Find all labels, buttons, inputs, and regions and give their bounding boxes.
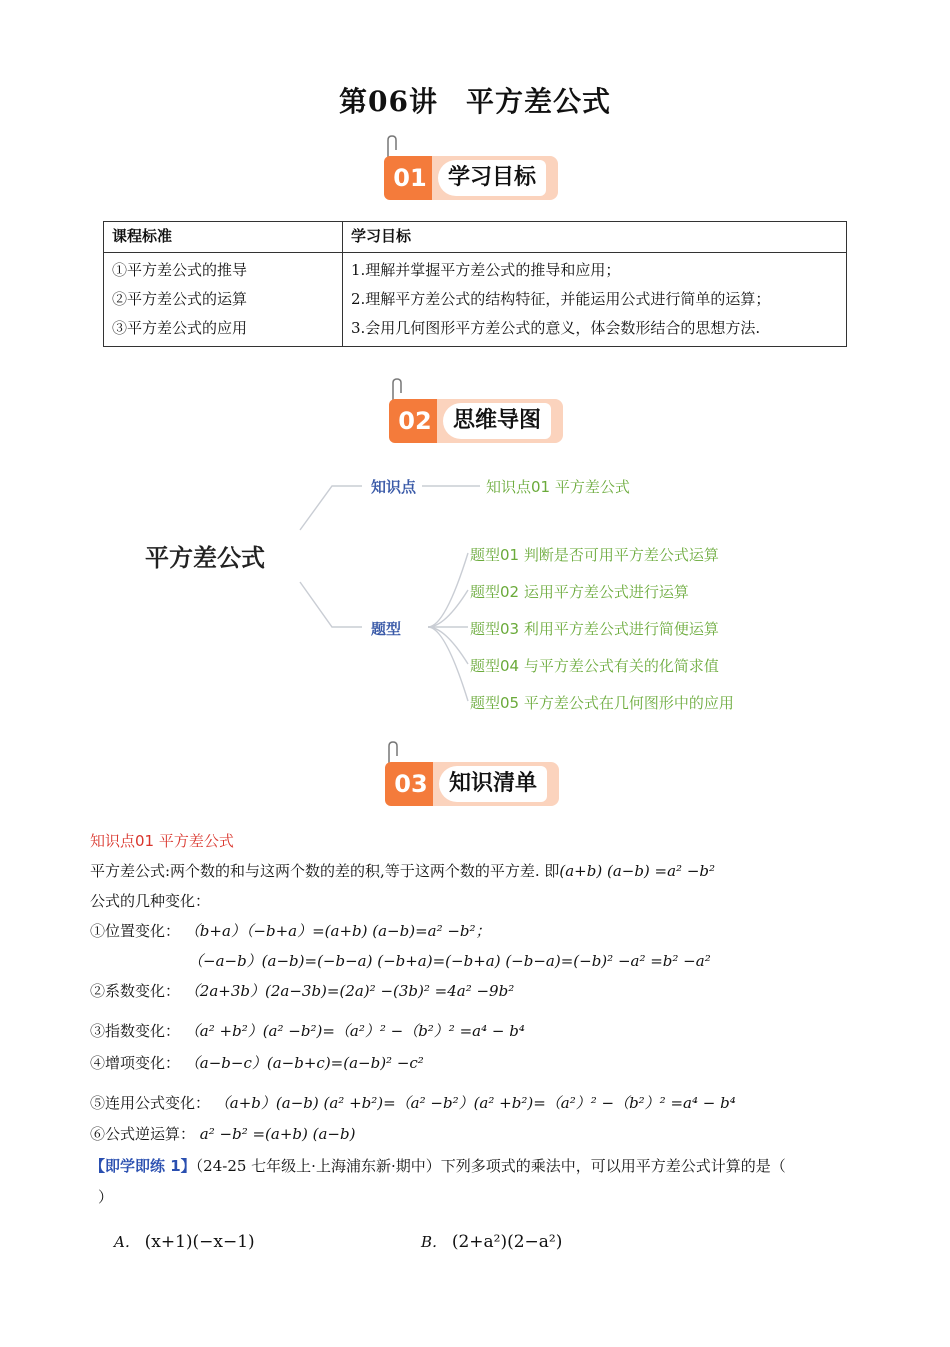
header-objective: 学习目标 <box>343 222 847 253</box>
standard-item: ③平方差公式的应用 <box>112 319 248 337</box>
section-number: 02 <box>389 399 441 443</box>
option-a-formula: (x+1)(−x−1) <box>144 1232 255 1252</box>
variation-exponent <box>90 1020 525 1041</box>
variation-position-2 <box>188 950 711 971</box>
exercise-text: （24-25 七年级上·上海浦东新·期中）下列多项式的乘法中，可以用平方差公式计算的是（ <box>195 1157 786 1175</box>
objective-item: 1.理解并掌握平方差公式的推导和应用； <box>351 261 621 279</box>
knowledge-item: 知识点01 平方差公式 <box>486 478 630 496</box>
variation-label: ①位置变化： <box>90 922 181 940</box>
variation-formula: （2a+3b）(2a−3b)=(2a)² −(3b)² =4a² −9b² <box>184 982 515 1000</box>
section-badge-03 <box>385 754 575 806</box>
variation-formula: （−a−b）(a−b)=(−b−a) (−b+a)=(−b+a) (−b−a)=(−b)² −a² =b² −a² <box>188 952 711 970</box>
option-a[interactable] <box>114 1231 255 1252</box>
question-type-item: 题型04 与平方差公式有关的化简求值 <box>470 657 719 675</box>
mind-map <box>100 470 800 720</box>
knowledge-heading: 知识点01 平方差公式 <box>90 832 234 850</box>
definition-formula: (a+b) (a−b) =a² −b² <box>559 862 716 880</box>
variation-label: ⑤连用公式变化： <box>90 1094 211 1112</box>
page-title <box>0 80 950 120</box>
variation-formula: （a−b−c）(a−b+c)=(a−b)² −c² <box>184 1054 424 1072</box>
variations-title: 公式的几种变化： <box>90 892 211 910</box>
definition-text: 平方差公式:两个数的和与这两个数的差的积,等于这两个数的平方差. 即 <box>90 862 560 880</box>
exercise-1 <box>90 1155 786 1176</box>
variation-label: ③指数变化： <box>90 1022 181 1040</box>
variation-add-term <box>90 1052 424 1073</box>
variation-position <box>90 920 491 941</box>
goals-table <box>103 221 847 347</box>
mind-map-connectors <box>100 470 800 720</box>
exercise-tag: 【即学即练 1】 <box>90 1157 196 1175</box>
variation-formula: （b+a）（−b+a）=(a+b) (a−b)=a² −b²； <box>184 922 491 940</box>
exercise-text-cont: ） <box>98 1188 114 1206</box>
objective-item: 2.理解平方差公式的结构特征，并能运用公式进行简单的运算； <box>351 290 771 308</box>
variation-formula: a² −b² =(a+b) (a−b) <box>199 1125 356 1143</box>
option-b-formula: (2+a²)(2−a²) <box>451 1232 563 1252</box>
section-badge-02 <box>389 391 579 443</box>
section-number: 03 <box>385 762 437 806</box>
table-header-row <box>104 222 847 253</box>
variation-formula: （a² +b²）(a² −b²)=（a²）² −（b²）² =a⁴ − b⁴ <box>184 1022 525 1040</box>
definition <box>90 860 715 881</box>
variation-coefficient <box>90 980 514 1001</box>
variation-inverse <box>90 1123 355 1144</box>
objectives-cell <box>343 253 847 347</box>
variation-label: ④增项变化： <box>90 1054 181 1072</box>
branch-knowledge: 知识点 <box>371 478 417 496</box>
question-type-item: 题型05 平方差公式在几何图形中的应用 <box>470 694 734 712</box>
mind-map-root: 平方差公式 <box>145 544 265 572</box>
table-row <box>104 253 847 347</box>
question-type-item: 题型02 运用平方差公式进行运算 <box>470 583 689 601</box>
option-b-label: B． <box>421 1233 448 1251</box>
objective-item: 3.会用几何图形平方差公式的意义，体会数形结合的思想方法. <box>351 319 761 337</box>
section-badge-01 <box>384 148 574 200</box>
standard-item: ①平方差公式的推导 <box>112 261 248 279</box>
section-label: 知识清单 <box>439 766 547 802</box>
lecture-number: 第06讲 <box>339 85 438 118</box>
section-label: 学习目标 <box>438 160 546 196</box>
lecture-topic: 平方差公式 <box>465 85 611 118</box>
header-standard: 课程标准 <box>104 222 343 253</box>
variation-chained <box>90 1092 736 1113</box>
branch-question-types: 题型 <box>371 620 402 638</box>
option-a-label: A． <box>114 1233 140 1251</box>
question-type-item: 题型01 判断是否可用平方差公式运算 <box>470 546 719 564</box>
option-b[interactable] <box>421 1231 562 1252</box>
variation-label: ⑥公式逆运算： <box>90 1125 196 1143</box>
variation-label: ②系数变化： <box>90 982 181 1000</box>
standard-item: ②平方差公式的运算 <box>112 290 248 308</box>
section-label: 思维导图 <box>443 403 551 439</box>
variation-formula: （a+b）(a−b) (a² +b²)=（a² −b²）(a² +b²)=（a²）² −（b²）² =a⁴ − b⁴ <box>214 1094 736 1112</box>
question-type-item: 题型03 利用平方差公式进行简便运算 <box>470 620 719 638</box>
section-number: 01 <box>384 156 436 200</box>
standards-cell <box>104 253 343 347</box>
